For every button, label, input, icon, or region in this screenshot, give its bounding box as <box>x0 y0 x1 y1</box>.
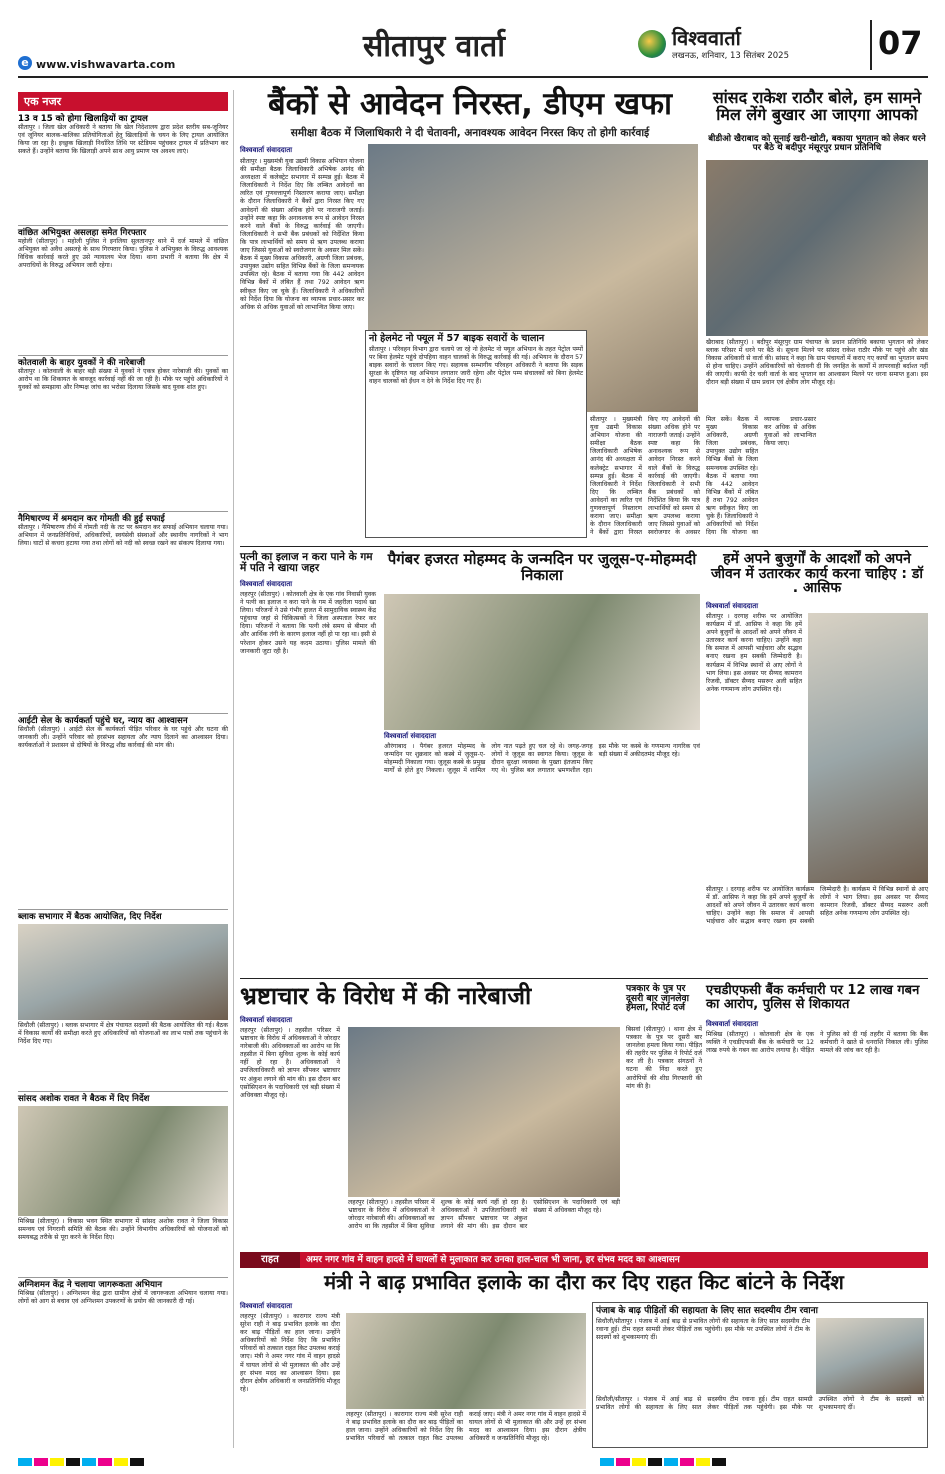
punjab-headline: पंजाब के बाढ़ पीड़ितों की सहायता के लिए सात सदस्यीय टीम रवाना <box>596 1306 818 1316</box>
punjab-body: सिधौली/सीतापुर । पंजाब में आई बाढ़ से प्रभावित लोगों की सहायता के लिए सात सदस्यीय टीम रवाना हुई। टीम राहत सामग्री लेकर पीड़ितों तक पहुंचेगी। इस मौके पर उपस्थित लोगों ने टीम के सदस्यों को शुभकामनाएं दीं। <box>596 1318 810 1342</box>
relief-byline: विश्ववार्ता संवाददाता <box>240 1302 293 1310</box>
flood-visit-photo <box>346 1313 586 1409</box>
relief-body-bottom: लहरपुर (सीतापुर) । कारागार राज्य मंत्री सुरेश राही ने बाढ़ प्रभावित इलाके का दौरा कर बाढ़ पीड़ितों का हाल जाना। उन्होंने अधिकारियों को निर्देश दिए कि प्रभावित परिवारों को तत्काल राहत किट उपलब्ध कराई जाए। मंत्री ने अमर नगर गांव में वाहन हादसे में घायल लोगों से भी मुलाकात की और उन्हें हर संभव मदद का आश्वासन दिया। इस दौरान क्षेत्रीय अधिकारी व जनप्रतिनिधि मौजूद रहे। <box>346 1411 586 1443</box>
mp-dharna-photo <box>706 160 928 336</box>
mp-body: खैराबाद (सीतापुर) । बदीपुर मंसूरपुर ग्राम पंचायत के प्रधान प्रतिनिधि बकाया भुगतान को लेकर ब्लाक परिसर में धरने पर बैठे थे। सूचना मिलने पर सांसद राकेश राठौर मौके पर पहुंचे और खंड विकास अधिकारी से वार्ता की। सांसद ने कहा कि ग्राम पंचायतों में कराए गए कार्यों का भुगतान समय से होना चाहिए। उन्होंने अधिकारियों को चेतावनी दी कि जनहित के कार्यों में लापरवाही बर्दाश्त नहीं की जाएगी। काफी देर चली वार्ता के बाद भुगतान का आश्वासन मिलने पर धरना समाप्त हुआ। इस दौरान बड़ी संख्या में ग्राम प्रधान एवं क्षेत्रीय लोग मौजूद रहे। <box>706 339 928 387</box>
brief-body: महोली (सीतापुर) । महोली पुलिस ने इनलिया सुलतानपुर थाने में दर्ज मामले में वांछित अभियुक्त को अवैध असलहे के साथ गिरफ्तार किया। पुलिस ने अभियुक्त के विरुद्ध आवश्यक विधिक कार्रवाई करते हुए उसे न्यायालय भेज दिया। थाना प्रभारी ने बताया कि क्षेत्र में अपराधियों के विरुद्ध अभियान जारी रहेगा। <box>18 238 228 270</box>
yellow-swatch <box>50 1458 64 1466</box>
poison-byline: विश्ववार्ता संवाददाता <box>240 580 293 588</box>
brief-body: मिश्रिख (सीतापुर) । अग्निशमन केंद्र द्वारा ग्रामीण क्षेत्रों में जागरूकता अभियान चलाया गया। लोगों को आग से बचाव एवं अग्निशमन उपकरणों के प्रयोग की जानकारी दी गई। <box>18 1290 228 1306</box>
left-news-column <box>18 90 228 1448</box>
center-story <box>384 552 700 972</box>
brief-item <box>18 355 228 508</box>
black-swatch <box>648 1458 662 1466</box>
cyan-swatch <box>664 1458 678 1466</box>
brief-item <box>18 1091 228 1274</box>
poison-body: लहरपुर (सीतापुर) । कोतवाली क्षेत्र के एक गांव निवासी युवक ने पत्नी का इलाज न करा पाने के गम में जहरीला पदार्थ खा लिया। परिजनों ने उसे गंभीर हालत में सामुदायिक स्वास्थ्य केंद्र पहुंचाया जहां से चिकित्सकों ने जिला अस्पताल रेफर कर दिया। परिजनों ने बताया कि पत्नी लंबे समय से बीमार थी और आर्थिक तंगी के कारण इलाज नहीं हो पा रहा था। इसी से परेशान होकर उसने यह कदम उठाया। पुलिस मामले की जानकारी जुटा रही है। <box>240 591 376 655</box>
browser-e-icon: e <box>18 56 32 70</box>
hdfc-story <box>706 984 928 1246</box>
inset-headline: नो हेलमेट नो फ्यूल में 57 बाइक सवारों के चालान <box>369 333 545 344</box>
dargah-photo <box>808 613 928 883</box>
brief-body: सीतापुर । जिला खेल अधिकारी ने बताया कि खेल निदेशालय द्वारा प्रदेश स्तरीय सब-जूनियर एवं जूनियर बालक-बालिका प्रतियोगिताओं हेतु खिलाड़ियों के चयन के लिए ट्रायल आयोजित किया जा रहा है। इच्छुक खिलाड़ी निर्धारित तिथि पर स्टेडियम पहुंचकर ट्रायल में प्रतिभाग कर सकते हैं। उन्होंने बताया कि खिलाड़ी अपने साथ आयु प्रमाण पत्र अवश्य लाएं। <box>18 124 228 156</box>
block-meeting-photo <box>18 924 228 1020</box>
brand-name: विश्ववार्ता <box>672 26 741 50</box>
relief-headline: मंत्री ने बाढ़ प्रभावित इलाके का दौरा कर दिए राहत किट बांटने के निर्देश <box>324 1270 844 1294</box>
relief-kicker-bar <box>240 1252 928 1268</box>
mid-left-story <box>240 552 376 972</box>
yellow-swatch <box>696 1458 710 1466</box>
lead-body-left: सीतापुर । मुख्यमंत्री युवा उद्यमी विकास अभियान योजना की समीक्षा बैठक जिलाधिकारी अभिषेक आनंद की अध्यक्षता में कलेक्ट्रेट सभागार में सम्पन्न हुई। बैठक में जिलाधिकारी ने निर्देश दिए कि लम्बित आवेदनों का त्वरित एवं गुणवत्तापूर्ण निस्तारण कराया जाए। समीक्षा के दौरान जिलाधिकारी ने बैंकों द्वारा निरस्त किए गए आवेदनों की संख्या अधिक होने पर नाराजगी जताई। उन्होंने स्पष्ट कहा कि अनावश्यक रूप से आवेदन निरस्त करने वाले बैंकों के विरुद्ध कार्रवाई की जाएगी। जिलाधिकारी ने सभी बैंक प्रबंधकों को निर्देशित किया कि पात्र लाभार्थियों को समय से ऋण उपलब्ध कराया जाए जिससे युवाओं को स्वरोजगार के अवसर मिल सकें। बैठक में मुख्य विकास अधिकारी, अग्रणी जिला प्रबंधक, उपायुक्त उद्योग सहित विभिन्न बैंकों के जिला समन्वयक उपस्थित रहे। बैठक में बताया गया कि 442 आवेदन विभिन्न बैंकों में लंबित हैं तथा 792 आवेदन ऋण स्वीकृत किए जा चुके हैं। जिलाधिकारी ने अधिकारियों को निर्देश दिया कि योजना का व्यापक प्रचार-प्रसार कर अधिक से अधिक युवाओं को लाभान्वित किया जाए। <box>240 158 364 311</box>
brief-item <box>18 713 228 906</box>
yellow-swatch <box>632 1458 646 1466</box>
brief-headline: वांछित अभियुक्त असलहा समेत गिरफ्तार <box>18 228 147 238</box>
brief-body: मिश्रिख (सीतापुर) । विकास भवन स्थित सभागार में सांसद अशोक रावत ने जिला विकास समन्वय एवं निगरानी समिति की बैठक की। उन्होंने विभागीय अधिकारियों को योजनाओं को समयबद्ध तरीके से पूरा करने के निर्देश दिए। <box>18 1218 228 1242</box>
brief-headline: कोतवाली के बाहर युवकों ने की नारेबाजी <box>18 358 145 368</box>
color-registration-marks <box>600 1458 930 1466</box>
procession-body: औरंगाबाद । पैगंबर हजरत मोहम्मद के जन्मदिन पर शुक्रवार को कस्बे में जुलूस-ए-मोहम्मदी निकाला गया। जुलूस कस्बे के प्रमुख मार्गों से होते हुए निकला। जुलूस में शामिल लोग नात पढ़ते हुए चल रहे थे। जगह-जगह लोगों ने जुलूस का स्वागत किया। जुलूस के दौरान सुरक्षा व्यवस्था के पुख्ता इंतजाम किए गए थे। पुलिस बल लगातार भ्रमणशील रहा। इस मौके पर कस्बे के गणमान्य नागरिक एवं बड़ी संख्या में अकीदतमंद मौजूद रहे। <box>384 743 700 775</box>
corruption-story <box>240 984 620 1246</box>
page-number-divider <box>870 20 872 70</box>
section-rule <box>240 546 928 547</box>
masthead-title: सीतापुर वार्ता <box>363 29 505 64</box>
relief-body-left: लहरपुर (सीतापुर) । कारागार राज्य मंत्री सुरेश राही ने बाढ़ प्रभावित इलाके का दौरा कर बाढ़ पीड़ितों का हाल जाना। उन्होंने अधिकारियों को निर्देश दिए कि प्रभावित परिवारों को तत्काल राहत किट उपलब्ध कराई जाए। मंत्री ने अमर नगर गांव में वाहन हादसे में घायल लोगों से भी मुलाकात की और उन्हें हर संभव मदद का आश्वासन दिया। इस दौरान क्षेत्रीय अधिकारी व जनप्रतिनिधि मौजूद रहे। <box>240 1313 340 1393</box>
black-swatch <box>130 1458 144 1466</box>
asif-body-bottom: सीतापुर । दरगाह शरीफ पर आयोजित कार्यक्रम में डॉ. आसिफ ने कहा कि हमें अपने बुजुर्गों के आदर्शों को अपने जीवन में उतारकर कार्य करना चाहिए। उन्होंने कहा कि समाज में आपसी भाईचारा और सद्भाव बनाए रखना हम सबकी जिम्मेदारी है। कार्यक्रम में विभिन्न स्थानों से आए लोगों ने भाग लिया। इस अवसर पर सैय्यद कामरान रिजवी, डॉक्टर सैय्यद मसरूर अली सहित अनेक गणमान्य लोग उपस्थित रहे। <box>706 886 928 926</box>
edition-date: लखनऊ, शनिवार, 13 सितंबर 2025 <box>672 51 789 61</box>
brief-item <box>18 225 228 352</box>
asif-byline: विश्ववार्ता संवाददाता <box>706 602 759 610</box>
relief-story <box>240 1302 586 1448</box>
brief-item <box>18 1277 228 1338</box>
inset-story-box <box>365 330 587 538</box>
website-url[interactable]: www.vishwavarta.com <box>36 58 176 71</box>
yellow-swatch <box>114 1458 128 1466</box>
color-registration-marks <box>18 1458 438 1466</box>
brief-body: सिधौली (सीतापुर) । आईटी सेल के कार्यकर्ता पीड़ित परिवार के घर पहुंचे और घटना की जानकारी ली। उन्होंने परिवार को हरसंभव सहायता और न्याय दिलाने का आश्वासन दिया। कार्यकर्ताओं ने प्रशासन से दोषियों के विरुद्ध शीघ्र कार्रवाई की मांग की। <box>18 726 228 750</box>
journalist-body: बिसवां (सीतापुर) । थाना क्षेत्र में पत्रकार के पुत्र पर दूसरी बार जानलेवा हमला किया गया। पीड़ित की तहरीर पर पुलिस ने रिपोर्ट दर्ज कर ली है। पत्रकार संगठनों ने घटना की निंदा करते हुए आरोपियों की शीघ्र गिरफ्तारी की मांग की है। <box>626 1026 702 1090</box>
punjab-body-bottom: सिधौली/सीतापुर । पंजाब में आई बाढ़ से प्रभावित लोगों की सहायता के लिए सात सदस्यीय टीम रवाना हुई। टीम राहत सामग्री लेकर पीड़ितों तक पहुंचेगी। इस मौके पर उपस्थित लोगों ने टीम के सदस्यों को शुभकामनाएं दीं। <box>596 1396 924 1412</box>
mp-subheadline: बीडीओ खैराबाद को सुनाई खरी-खोटी, बकाया भुगतान को लेकर धरने पर बैठे थे बदीपुर मंसूरपुर प्रधान प्रतिनिधि <box>708 134 926 154</box>
mp-meeting-photo <box>18 1106 228 1216</box>
brief-item <box>18 909 228 1088</box>
corruption-body-left: लहरपुर (सीतापुर) । तहसील परिसर में भ्रष्टाचार के विरोध में अधिवक्ताओं ने जोरदार नारेबाजी की। अधिवक्ताओं का आरोप था कि तहसील में बिना सुविधा शुल्क के कोई कार्य नहीं हो रहा है। अधिवक्ताओं ने उपजिलाधिकारी को ज्ञापन सौंपकर भ्रष्टाचार पर अंकुश लगाने की मांग की। इस दौरान बार एसोसिएशन के पदाधिकारी एवं बड़ी संख्या में अधिवक्ता मौजूद रहे। <box>240 1027 340 1099</box>
punjab-story-box <box>592 1302 928 1448</box>
brief-body: सीतापुर । नैमिषारण्य तीर्थ में गोमती नदी के तट पर श्रमदान कर सफाई अभियान चलाया गया। अभियान में जनप्रतिनिधियों, अधिकारियों, स्वयंसेवी संस्थाओं और स्थानीय नागरिकों ने भाग लिया। घाटों से कचरा हटाया गया तथा लोगों को नदी को स्वच्छ रखने का संकल्प दिलाया गया। <box>18 524 228 548</box>
procession-headline: पैगंबर हजरत मोहम्मद के जन्मदिन पर जुलूस-ए-मोहम्मदी निकाला <box>387 550 697 584</box>
right-mid-story <box>706 552 928 992</box>
ek-nazar-tag: एक नजर <box>18 92 228 111</box>
hdfc-headline: एचडीएफसी बैंक कर्मचारी पर 12 लाख गबन का आरोप, पुलिस से शिकायत <box>706 983 920 1012</box>
hdfc-byline: विश्ववार्ता संवाददाता <box>706 1020 759 1028</box>
brief-headline: नैमिषारण्य में श्रमदान कर गोमती की हुई सफाई <box>18 514 165 524</box>
protest-photo <box>348 1027 620 1197</box>
brief-headline: ब्लाक सभागार में बैठक आयोजित, दिए निर्देश <box>18 912 162 922</box>
poison-headline: पत्नी का इलाज न करा पाने के गम में पति ने खाया जहर <box>240 551 373 575</box>
cyan-swatch <box>82 1458 96 1466</box>
corruption-byline: विश्ववार्ता संवाददाता <box>240 1016 293 1024</box>
page-number: 07 <box>878 24 923 62</box>
cyan-swatch <box>18 1458 32 1466</box>
right-top-story <box>706 90 928 528</box>
lead-byline: विश्ववार्ता संवाददाता <box>240 146 293 154</box>
brief-body: सीतापुर । कोतवाली के बाहर बड़ी संख्या में युवकों ने एकत्र होकर नारेबाजी की। युवकों का आरोप था कि शिकायत के बावजूद कार्रवाई नहीं की जा रही है। मौके पर पहुंचे अधिकारियों ने युवकों को समझाया और निष्पक्ष जांच का भरोसा दिलाया जिसके बाद युवक शांत हुए। <box>18 368 228 392</box>
lead-subheadline: समीक्षा बैठक में जिलाधिकारी ने दी चेतावनी, अनावश्यक आवेदन निरस्त किए तो होगी कार्रवाई <box>290 127 650 139</box>
relief-tag: राहत <box>240 1252 300 1268</box>
procession-byline: विश्ववार्ता संवाददाता <box>384 732 437 740</box>
relief-kicker: अमर नगर गांव में वाहन हादसे में घायलों से मुलाकात कर उनका हाल-चाल भी जाना, हर संभव मदद का आश्वासन <box>306 1255 680 1265</box>
cyan-swatch <box>600 1458 614 1466</box>
hdfc-body: मिश्रिख (सीतापुर) । कोतवाली क्षेत्र के एक व्यक्ति ने एचडीएफसी बैंक के कर्मचारी पर 12 लाख रुपये के गबन का आरोप लगाया है। पीड़ित ने पुलिस को दी गई तहरीर में बताया कि बैंक कर्मचारी ने खाते से धनराशि निकाल ली। पुलिस मामले की जांच कर रही है। <box>706 1031 928 1055</box>
page-header <box>18 10 928 82</box>
asif-headline: हमें अपने बुजुर्गों के आदर्शों को अपने जीवन में उतारकर कार्य करना चाहिए : डॉ . आसिफ <box>711 551 923 597</box>
brief-headline: आईटी सेल के कार्यकर्ता पहुंचे घर, न्याय का आश्वासन <box>18 716 188 726</box>
punjab-team-photo <box>816 1318 924 1394</box>
corruption-body-bottom: लहरपुर (सीतापुर) । तहसील परिसर में भ्रष्टाचार के विरोध में अधिवक्ताओं ने जोरदार नारेबाजी की। अधिवक्ताओं का आरोप था कि तहसील में बिना सुविधा शुल्क के कोई कार्य नहीं हो रहा है। अधिवक्ताओं ने उपजिलाधिकारी को ज्ञापन सौंपकर भ्रष्टाचार पर अंकुश लगाने की मांग की। इस दौरान बार एसोसिएशन के पदाधिकारी एवं बड़ी संख्या में अधिवक्ता मौजूद रहे। <box>348 1199 620 1231</box>
asif-body-left: सीतापुर । दरगाह शरीफ पर आयोजित कार्यक्रम में डॉ. आसिफ ने कहा कि हमें अपने बुजुर्गों के आदर्शों को अपने जीवन में उतारकर कार्य करना चाहिए। उन्होंने कहा कि समाज में आपसी भाईचारा और सद्भाव बनाए रखना हम सबकी जिम्मेदारी है। कार्यक्रम में विभिन्न स्थानों से आए लोगों ने भाग लिया। इस अवसर पर सैय्यद कामरान रिजवी, डॉक्टर सैय्यद मसरूर अली सहित अनेक गणमान्य लोग उपस्थित रहे। <box>706 613 802 693</box>
brief-headline: अग्निशमन केंद्र ने चलाया जागरूकता अभियान <box>18 1280 162 1290</box>
magenta-swatch <box>680 1458 694 1466</box>
brief-headline: 13 व 15 को होगा खिलाड़ियों का ट्रायल <box>18 114 148 124</box>
brief-item <box>18 511 228 710</box>
lead-headline: बैंकों से आवेदन निरस्त, डीएम खफा <box>267 86 673 122</box>
black-swatch <box>66 1458 80 1466</box>
journalist-story <box>626 984 702 1246</box>
journalist-headline: पत्रकार के पुत्र पर दूसरी बार जानलेवा हमला, रिपोर्ट दर्ज <box>626 983 690 1014</box>
brief-headline: सांसद अशोक रावत ने बैठक में दिए निर्देश <box>18 1094 150 1104</box>
section-rule <box>240 978 928 979</box>
corruption-headline: भ्रष्टाचार के विरोध में की नारेबाजी <box>240 982 532 1010</box>
header-rule <box>18 76 928 78</box>
procession-photo <box>384 594 700 730</box>
brief-body: सिधौली (सीतापुर) । ब्लाक सभागार में क्षेत्र पंचायत सदस्यों की बैठक आयोजित की गई। बैठक में विकास कार्यों की समीक्षा करते हुए अधिकारियों को योजनाओं का लाभ पात्रों तक पहुंचाने के निर्देश दिए गए। <box>18 1022 228 1046</box>
inset-body: सीतापुर । परिवहन विभाग द्वारा चलाये जा रहे नो हेलमेट नो फ्यूल अभियान के तहत पेट्रोल पम्पों पर बिना हेलमेट पहुंचे दोपहिया वाहन चालकों के विरुद्ध कार्रवाई की गई। अभियान के दौरान 57 बाइक सवारों के चालान किए गए। सहायक सम्भागीय परिवहन अधिकारी ने बताया कि सड़क सुरक्षा के दृष्टिगत यह अभियान लगातार जारी रहेगा और पेट्रोल पम्प संचालकों को बिना हेलमेट वाहन चालकों को ईंधन न देने के निर्देश दिए गए हैं। <box>369 346 583 386</box>
mp-headline: सांसद राकेश राठौर बोले, हम सामने मिल लेंगे बुखार आ जाएगा आपको <box>712 88 922 124</box>
brief-item <box>18 114 228 222</box>
black-swatch <box>712 1458 726 1466</box>
left-column-divider <box>233 90 234 1448</box>
magenta-swatch <box>98 1458 112 1466</box>
v-swoosh-icon <box>638 30 666 58</box>
magenta-swatch <box>34 1458 48 1466</box>
lead-body-right: सीतापुर । मुख्यमंत्री युवा उद्यमी विकास अभियान योजना की समीक्षा बैठक जिलाधिकारी अभिषेक आनंद की अध्यक्षता में कलेक्ट्रेट सभागार में सम्पन्न हुई। बैठक में जिलाधिकारी ने निर्देश दिए कि लम्बित आवेदनों का त्वरित एवं गुणवत्तापूर्ण निस्तारण कराया जाए। समीक्षा के दौरान जिलाधिकारी ने बैंकों द्वारा निरस्त किए गए आवेदनों की संख्या अधिक होने पर नाराजगी जताई। उन्होंने स्पष्ट कहा कि अनावश्यक रूप से आवेदन निरस्त करने वाले बैंकों के विरुद्ध कार्रवाई की जाएगी। जिलाधिकारी ने सभी बैंक प्रबंधकों को निर्देशित किया कि पात्र लाभार्थियों को समय से ऋण उपलब्ध कराया जाए जिससे युवाओं को स्वरोजगार के अवसर मिल सकें। बैठक में मुख्य विकास अधिकारी, अग्रणी जिला प्रबंधक, उपायुक्त उद्योग सहित विभिन्न बैंकों के जिला समन्वयक उपस्थित रहे। बैठक में बताया गया कि 442 आवेदन विभिन्न बैंकों में लंबित हैं तथा 792 आवेदन ऋण स्वीकृत किए जा चुके हैं। जिलाधिकारी ने अधिकारियों को निर्देश दिया कि योजना का व्यापक प्रचार-प्रसार कर अधिक से अधिक युवाओं को लाभान्वित किया जाए। <box>590 416 816 537</box>
magenta-swatch <box>616 1458 630 1466</box>
